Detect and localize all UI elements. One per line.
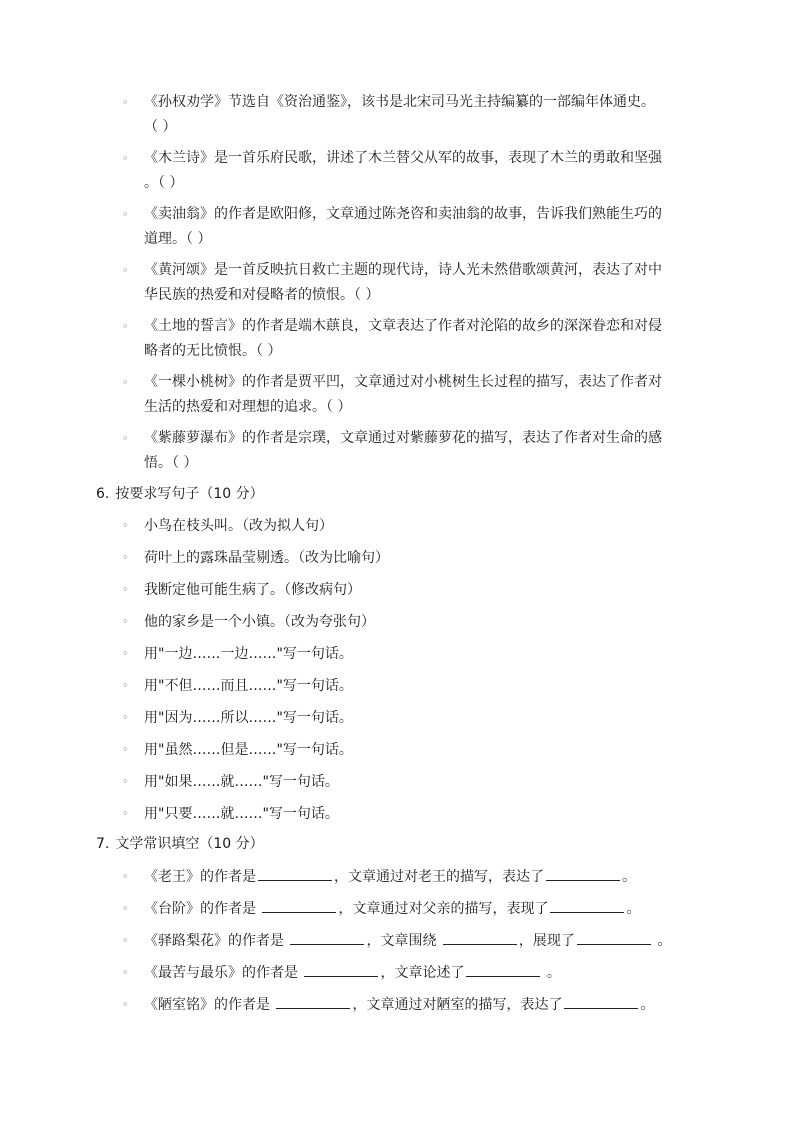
list-item: [0, 739, 794, 771]
bullet-icon: ◦: [122, 519, 129, 532]
bullet-icon: ◦: [122, 152, 129, 165]
list-item: [0, 866, 794, 898]
item-text: 。: [640, 997, 655, 1013]
section-7-list: [0, 866, 794, 1026]
true-false-list: [0, 90, 794, 482]
item-text: ，文章通过对老王的描写，表达了: [334, 869, 544, 885]
list-item: [0, 426, 794, 476]
list-item: [0, 90, 794, 140]
list-item: [0, 515, 794, 547]
section-title: 按要求写句子（10 分）: [115, 486, 264, 502]
item-text-line1: 《一棵小桃树》的作者是贾平凹，文章通过对小桃树生长过程的描写，表达了作者对: [144, 374, 662, 390]
item-text-line1: 《孙权劝学》节选自《资治通鉴》，该书是北宋司马光主持编纂的一部编年体通史。: [144, 94, 655, 110]
item-text: 《最苦与最乐》的作者是: [144, 965, 303, 981]
bullet-icon: ◦: [122, 551, 129, 564]
bullet-icon: ◦: [122, 711, 129, 724]
bullet-icon: ◦: [122, 743, 129, 756]
bullet-icon: ◦: [122, 583, 129, 596]
bullet-icon: ◦: [122, 966, 129, 979]
item-text-line1: 《木兰诗》是一首乐府民歌，讲述了木兰替父从军的故事，表现了木兰的勇敢和坚强: [144, 150, 662, 166]
fill-blank[interactable]: [550, 898, 624, 913]
bullet-icon: ◦: [122, 208, 129, 221]
list-item: [0, 707, 794, 739]
item-text-line1: 《紫藤萝瀑布》的作者是宗璞，文章通过对紫藤萝花的描写，表达了作者对生命的感: [144, 430, 662, 446]
item-text: 。: [626, 901, 641, 917]
item-text-line2: 华民族的热爱和对侵略者的愤恨。（ ）: [144, 287, 380, 303]
fill-blank[interactable]: [276, 994, 350, 1009]
bullet-icon: ◦: [122, 432, 129, 445]
item-text: ，文章通过对父亲的描写，表现了: [338, 901, 549, 917]
bullet-icon: ◦: [122, 320, 129, 333]
item-text: 我断定他可能生病了。（修改病句）: [144, 582, 361, 598]
section-number: 7.: [96, 836, 110, 852]
item-text: ，文章围绕: [366, 933, 441, 949]
list-item: [0, 898, 794, 930]
item-text: 用"因为……所以……"写一句话。: [144, 710, 353, 726]
item-text-line2: 生活的热爱和对理想的追求。（ ）: [144, 399, 352, 415]
fill-blank[interactable]: [262, 898, 336, 913]
list-item: [0, 675, 794, 707]
bullet-icon: ◦: [122, 934, 129, 947]
fill-blank[interactable]: [564, 994, 638, 1009]
list-item: [0, 930, 794, 962]
bullet-icon: ◦: [122, 376, 129, 389]
list-item: [0, 314, 794, 364]
list-item: [0, 611, 794, 643]
list-item: [0, 803, 794, 835]
item-text-line2: 。（ ）: [144, 175, 184, 191]
item-text: 用"不但……而且……"写一句话。: [144, 678, 353, 694]
fill-blank[interactable]: [304, 962, 378, 977]
section-number: 6.: [96, 486, 110, 502]
bullet-icon: ◦: [122, 902, 129, 915]
list-item: [0, 370, 794, 420]
bullet-icon: ◦: [122, 775, 129, 788]
item-text: ，文章通过对陋室的描写，表达了: [352, 997, 563, 1013]
section-6-heading: [96, 483, 264, 505]
item-text: 。: [622, 869, 636, 885]
bullet-icon: ◦: [122, 679, 129, 692]
item-text-line2: 悟。（ ）: [144, 455, 198, 471]
item-text-line1: 《土地的誓言》的作者是端木蕻良，文章表达了作者对沦陷的故乡的深深眷恋和对侵: [144, 318, 662, 334]
item-text: 小鸟在枝头叫。（改为拟人句）: [144, 518, 333, 534]
list-item: [0, 258, 794, 308]
fill-blank[interactable]: [577, 930, 651, 945]
list-item: [0, 146, 794, 196]
item-text-line2: 道理。（ ）: [144, 231, 212, 247]
list-item: [0, 771, 794, 803]
item-text: ，展现了: [518, 933, 575, 949]
list-item: [0, 962, 794, 994]
fill-blank[interactable]: [546, 866, 620, 881]
fill-blank[interactable]: [290, 930, 364, 945]
item-text: 《台阶》的作者是: [144, 901, 261, 917]
item-text-line1: 《卖油翁》的作者是欧阳修，文章通过陈尧咨和卖油翁的故事，告诉我们熟能生巧的: [144, 206, 662, 222]
item-text: 用"虽然……但是……"写一句话。: [144, 742, 353, 758]
item-text: 。: [542, 965, 561, 981]
list-item: [0, 547, 794, 579]
fill-blank[interactable]: [443, 930, 517, 945]
item-text: 《陋室铭》的作者是: [144, 997, 275, 1013]
item-text: 用"只要……就……"写一句话。: [144, 806, 339, 822]
bullet-icon: ◦: [122, 647, 129, 660]
fill-blank[interactable]: [466, 962, 540, 977]
bullet-icon: ◦: [122, 807, 129, 820]
bullet-icon: ◦: [122, 870, 129, 883]
section-7-heading: [96, 833, 264, 855]
section-6-list: [0, 515, 794, 835]
item-text: 《老王》的作者是: [144, 869, 256, 885]
item-text: 《驿路梨花》的作者是: [144, 933, 289, 949]
item-text: 他的家乡是一个小镇。（改为夸张句）: [144, 614, 375, 630]
item-text-line2: 略者的无比愤恨。（ ）: [144, 343, 282, 359]
list-item: [0, 643, 794, 675]
section-title: 文学常识填空（10 分）: [115, 836, 264, 852]
item-text-line1: 《黄河颂》是一首反映抗日救亡主题的现代诗，诗人光未然借歌颂黄河，表达了对中: [144, 262, 662, 278]
bullet-icon: ◦: [122, 998, 129, 1011]
item-text-line2: （ ）: [144, 119, 177, 135]
item-text: 用"如果……就……"写一句话。: [144, 774, 339, 790]
bullet-icon: ◦: [122, 264, 129, 277]
item-text: 。: [652, 933, 672, 949]
item-text: ，文章论述了: [380, 965, 465, 981]
bullet-icon: ◦: [122, 96, 129, 109]
bullet-icon: ◦: [122, 615, 129, 628]
list-item: [0, 579, 794, 611]
list-item: [0, 994, 794, 1026]
fill-blank[interactable]: [258, 866, 332, 881]
item-text: 荷叶上的露珠晶莹剔透。（改为比喻句）: [144, 550, 389, 566]
item-text: 用"一边……一边……"写一句话。: [144, 646, 353, 662]
list-item: [0, 202, 794, 252]
